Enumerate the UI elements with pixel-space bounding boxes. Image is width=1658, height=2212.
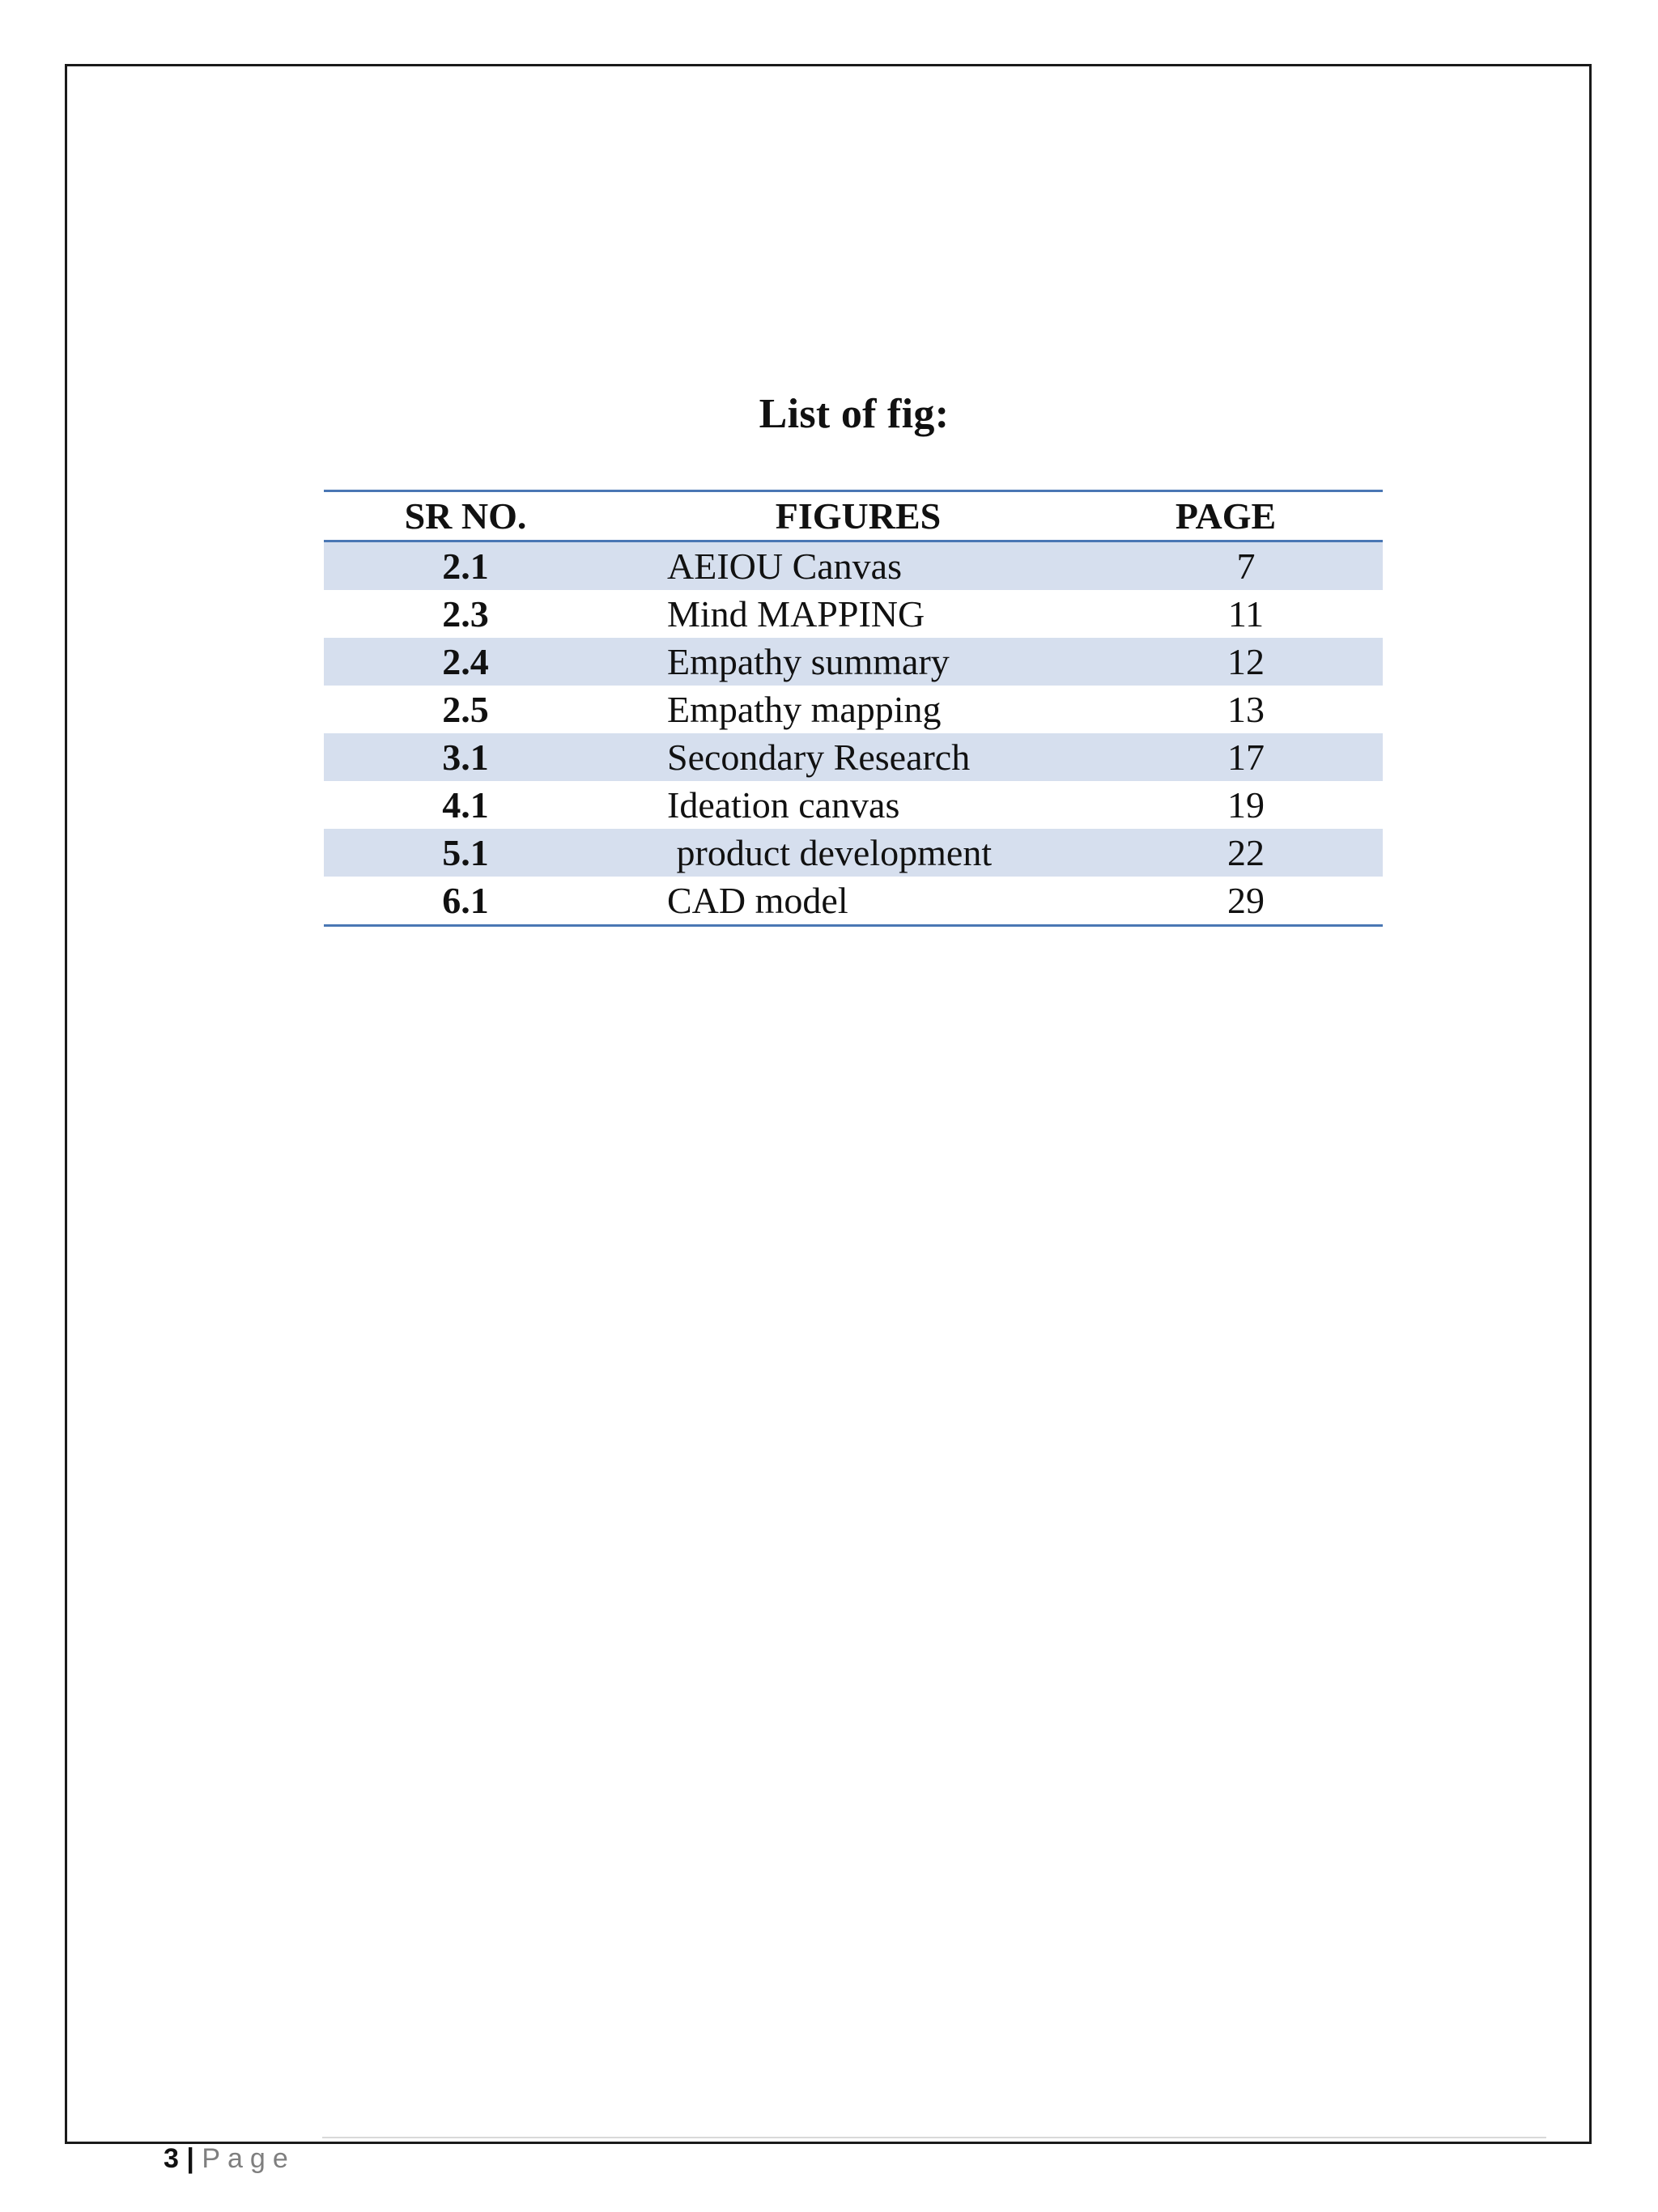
row-page: 17: [1227, 737, 1265, 778]
row-figure: CAD model: [667, 880, 848, 921]
table-row: [324, 829, 1383, 877]
row-figure: Secondary Research: [667, 737, 971, 778]
page-title: List of fig:: [759, 391, 950, 437]
row-sr-no: 2.1: [442, 546, 489, 587]
table-row: [324, 638, 1383, 686]
footer-rule: [322, 2137, 1546, 2138]
footer-page-word: Page: [202, 2143, 295, 2174]
row-figure: product development: [667, 832, 993, 873]
row-figure: AEIOU Canvas: [667, 546, 902, 587]
row-sr-no: 5.1: [442, 832, 489, 873]
table-row: [324, 590, 1383, 638]
header-figures: FIGURES: [775, 495, 942, 537]
row-page: 11: [1227, 593, 1265, 635]
table-row: [324, 781, 1383, 829]
row-figure: Empathy summary: [667, 641, 950, 682]
table-bottom-rule: [324, 924, 1383, 927]
table-row: [324, 686, 1383, 733]
row-sr-no: 3.1: [442, 737, 489, 778]
figures-table: [324, 490, 1383, 927]
table-header-row: [324, 492, 1383, 540]
row-page: 13: [1227, 689, 1265, 730]
row-figure: Mind MAPPING: [667, 593, 925, 635]
footer-separator: |: [178, 2143, 202, 2174]
row-page: 12: [1227, 641, 1265, 682]
table-row: [324, 877, 1383, 924]
page-border: [65, 64, 1592, 2144]
row-sr-no: 6.1: [442, 880, 489, 921]
row-page: 22: [1227, 832, 1265, 873]
table-row: [324, 733, 1383, 781]
row-figure: Empathy mapping: [667, 689, 942, 730]
row-sr-no: 2.4: [442, 641, 489, 682]
row-page: 19: [1227, 784, 1265, 826]
row-page: 7: [1236, 546, 1256, 587]
row-sr-no: 4.1: [442, 784, 489, 826]
header-sr-no: SR NO.: [404, 495, 527, 537]
page-footer: [164, 2142, 295, 2175]
table-row: [324, 542, 1383, 590]
row-sr-no: 2.3: [442, 593, 489, 635]
footer-page-number: 3: [164, 2143, 179, 2174]
row-page: 29: [1227, 880, 1265, 921]
header-page: PAGE: [1175, 495, 1277, 537]
row-figure: Ideation canvas: [667, 784, 900, 826]
row-sr-no: 2.5: [442, 689, 489, 730]
